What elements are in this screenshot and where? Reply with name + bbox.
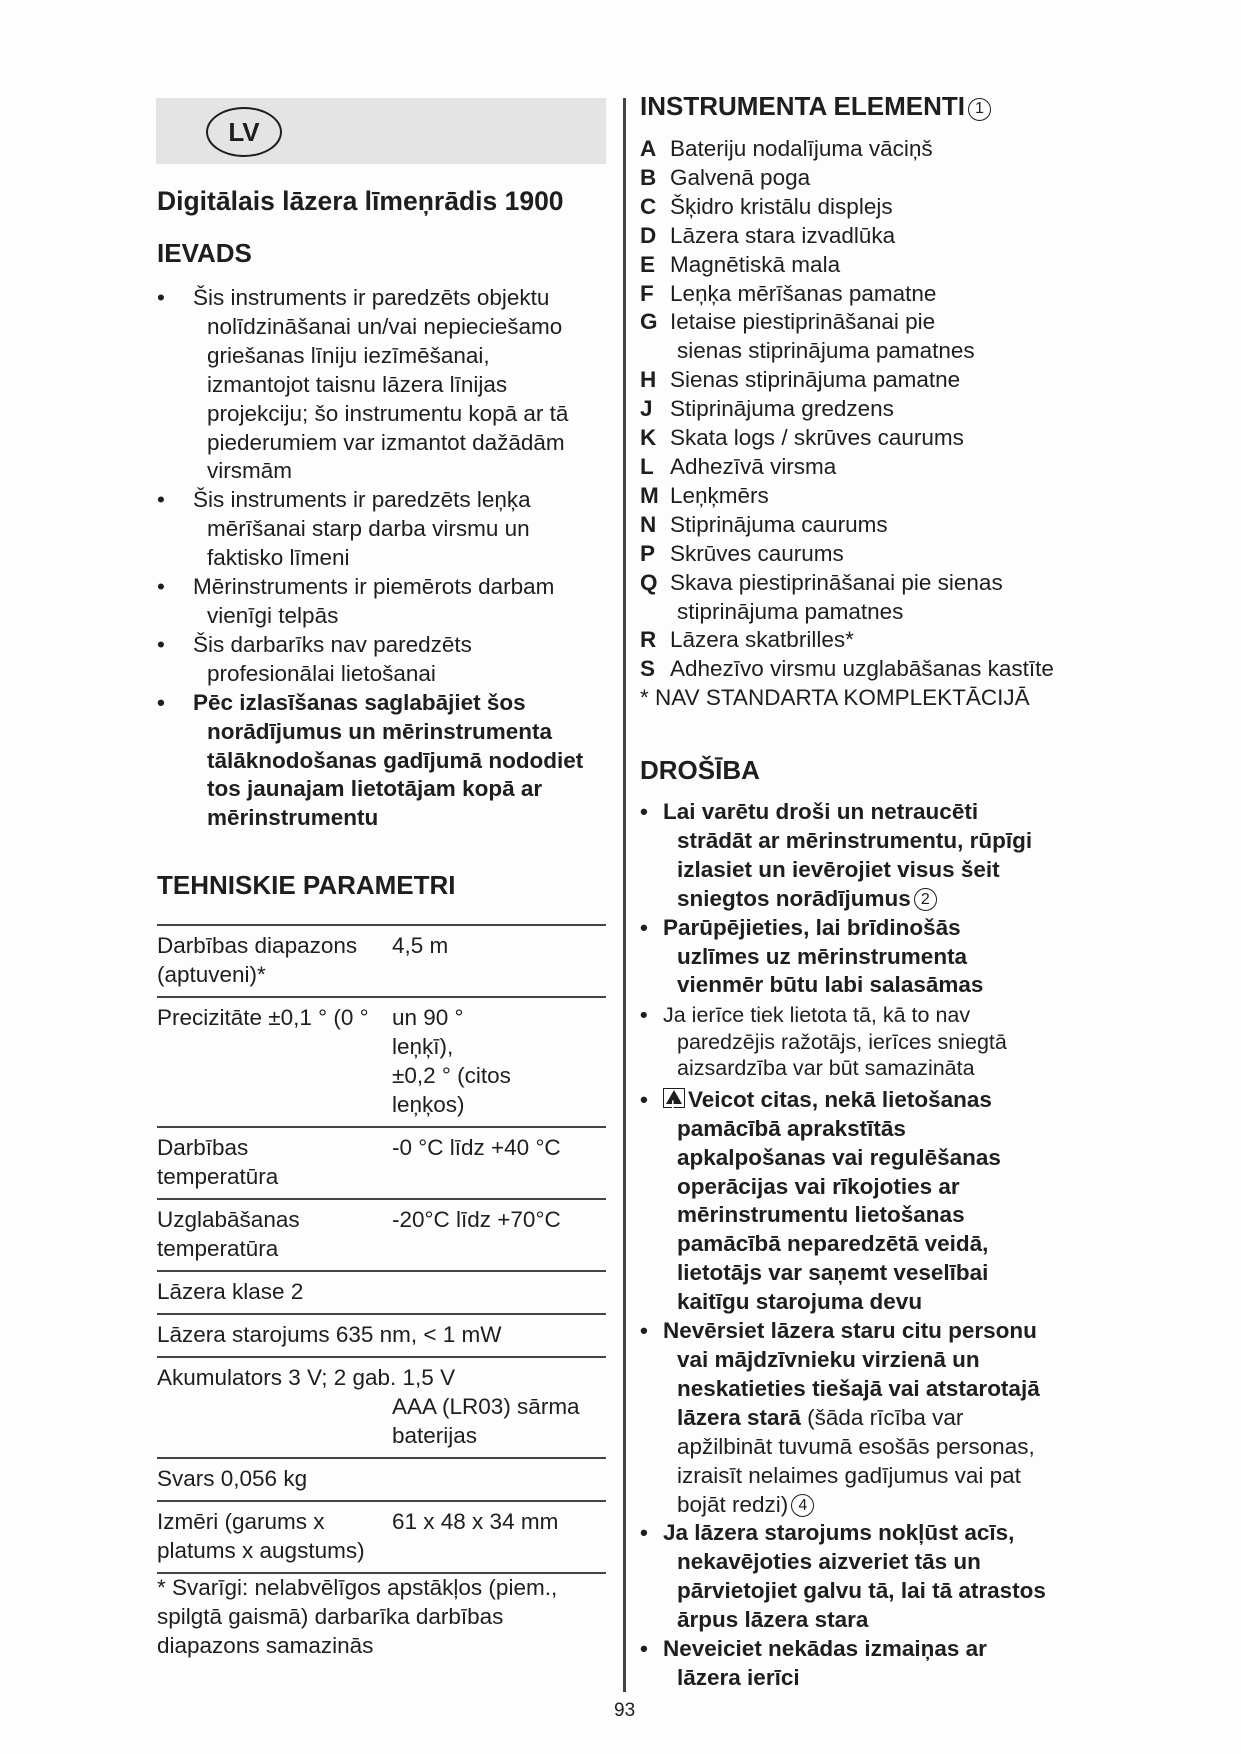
safety-bullet (640, 1002, 1120, 1082)
spec-value: baterijas (392, 1423, 478, 1448)
element-label: Skrūves caurums (670, 540, 844, 566)
bullet-line (663, 1664, 1120, 1693)
intro-bullet (157, 573, 617, 631)
spec-row (157, 1314, 606, 1357)
bold-text: apkalpošanas vai regulēšanas (677, 1144, 1001, 1170)
spec-label-cell (157, 925, 392, 997)
bold-text: kaitīgu starojuma devu (677, 1289, 923, 1315)
specs-table (157, 924, 606, 1574)
element-item (640, 280, 1110, 309)
bullet-line: Šis instruments ir paredzēts leņķa (193, 487, 531, 513)
intro-heading: IEVADS (157, 238, 252, 268)
bullet-line (663, 856, 1120, 885)
bullet-line: griešanas līniju iezīmēšanai, (207, 342, 490, 368)
element-item (640, 540, 1110, 569)
element-letter: B (640, 164, 657, 190)
bold-text: Ja lāzera starojums nokļūst acīs, (663, 1520, 1015, 1546)
bold-text: uzlīmes uz mērinstrumenta (677, 943, 968, 969)
element-letter: F (640, 280, 654, 306)
element-item (640, 626, 1110, 655)
bullet-line: mērinstrumentu (207, 805, 379, 831)
bullet-line (663, 1519, 1120, 1548)
element-letter: Q (640, 569, 658, 595)
element-letter: D (640, 222, 657, 248)
element-letter: S (640, 656, 656, 682)
safety-bullet (640, 798, 1120, 914)
element-item (640, 569, 1110, 627)
bullet-line: faktisko līmeni (207, 545, 350, 571)
bullet-line (663, 1491, 1120, 1520)
bullet-line: mērīšanai starp darba virsmu un (207, 516, 530, 542)
bold-text: vienmēr būtu labi salasāmas (677, 972, 984, 998)
bold-text: lietotājs var saņemt veselībai (677, 1260, 989, 1286)
language-banner (156, 98, 606, 164)
bullet-dot: • (640, 1636, 648, 1662)
bold-text: pamācībā aprakstītās (677, 1115, 906, 1141)
spec-row (157, 1357, 606, 1458)
bullet-dot: • (640, 1520, 648, 1546)
figure-ref-1: 1 (968, 98, 991, 121)
element-label: Lāzera stara izvadlūka (670, 222, 896, 248)
figure-ref: 2 (914, 888, 937, 911)
spec-row-cell (157, 1314, 606, 1357)
bullet-line (663, 1317, 1120, 1346)
spec-label-cell (157, 1199, 392, 1271)
spec-value: -20°C līdz +70°C (392, 1207, 561, 1232)
spec-row-cell (157, 1357, 606, 1458)
safety-bullet (640, 1519, 1120, 1635)
bullet-line (663, 798, 1120, 827)
bullet-line: vienīgi telpās (207, 602, 339, 628)
bullet-line: Pēc izlasīšanas saglabājiet šos (193, 689, 526, 715)
footnote-line: diapazons samazinās (157, 1633, 374, 1658)
normal-text: paredzējis ražotājs, ierīces sniegtā (677, 1029, 1007, 1054)
bold-text: vai mājdzīvnieku virzienā un (677, 1347, 980, 1372)
bold-text: strādāt ar mērinstrumentu, rūpīgi (677, 827, 1033, 853)
bold-text: pārvietojiet galvu tā, lai tā atrastos (677, 1578, 1046, 1604)
bullet-line (663, 1173, 1120, 1202)
bullet-line (663, 1635, 1120, 1664)
page-number: 93 (614, 1700, 636, 1721)
bullet-line (663, 1433, 1120, 1462)
spec-label: Akumulators 3 V; 2 gab. 1,5 V (157, 1365, 456, 1390)
warning-icon (663, 1088, 685, 1108)
bullet-line (663, 1055, 1120, 1082)
element-label: Skava piestiprināšanai pie sienas (670, 569, 1003, 595)
spec-label-cell (157, 1127, 392, 1199)
spec-row (157, 1199, 606, 1271)
bullet-line: tālāknodošanas gadījumā nododiet (207, 747, 584, 773)
spec-row (157, 997, 606, 1127)
element-letter: H (640, 367, 657, 393)
bold-text: Parūpējieties, lai brīdinošās (663, 914, 961, 940)
bullet-line (663, 1346, 1120, 1375)
bold-text: Veicot citas, nekā lietošanas (688, 1086, 992, 1112)
spec-row (157, 925, 606, 997)
bold-text: pamācībā neparedzētā veidā, (677, 1231, 989, 1257)
bullet-line: norādījumus un mērinstrumenta (207, 718, 553, 744)
bullet-dot: • (640, 1003, 648, 1028)
bullet-dot: • (157, 631, 165, 657)
element-letter: C (640, 193, 657, 219)
spec-label: (aptuveni)* (157, 962, 266, 987)
spec-value-cell (392, 1199, 606, 1271)
bullet-dot: • (157, 574, 165, 600)
element-item (640, 135, 1110, 164)
element-label: Šķidro kristālu displejs (670, 193, 893, 219)
bullet-line (663, 1404, 1120, 1433)
bullet-line (663, 914, 1120, 943)
spec-label-cell (157, 997, 392, 1127)
element-label: Leņķa mērīšanas pamatne (670, 280, 937, 306)
intro-bullet (157, 284, 617, 486)
spec-row (157, 1458, 606, 1501)
specs-heading: TEHNISKIE PARAMETRI (157, 870, 456, 900)
spec-label: Izmēri (garums x (157, 1509, 325, 1534)
intro-bullet (157, 631, 617, 689)
element-label: Stiprinājuma caurums (670, 511, 888, 537)
safety-bullet (640, 1086, 1120, 1317)
product-title: Digitālais lāzera līmeņrādis 1900 (157, 186, 564, 216)
spec-value-cell (392, 925, 606, 997)
element-letter: M (640, 482, 659, 508)
footnote-line: spilgtā gaismā) darbarīka darbības (157, 1604, 504, 1629)
language-badge: LV (206, 107, 282, 157)
bold-text: nekavējoties aizveriet tās un (677, 1549, 981, 1575)
element-label: Adhezīvā virsma (670, 453, 837, 479)
bullet-line (663, 1375, 1120, 1404)
spec-row (157, 1271, 606, 1314)
bold-text: Lai varētu droši un netraucēti (663, 799, 979, 824)
spec-row-cell (157, 1458, 606, 1501)
spec-value-cell (392, 1127, 606, 1199)
safety-bullet (640, 1635, 1120, 1693)
bullet-dot: • (157, 689, 165, 715)
spec-value: AAA (LR03) sārma (392, 1394, 580, 1419)
bullet-line (663, 1029, 1120, 1056)
bullet-line: virsmām (207, 458, 292, 484)
spec-label: Svars 0,056 kg (157, 1466, 308, 1491)
element-label: Adhezīvo virsmu uzglabāšanas kastīte (670, 656, 1054, 682)
bullet-line (663, 1086, 1120, 1115)
safety-bullet (640, 1317, 1120, 1519)
spec-label: Lāzera klase 2 (157, 1279, 304, 1304)
element-item (640, 251, 1110, 280)
element-item (640, 424, 1110, 453)
bold-text: neskatieties tiešajā vai atstarotajā (677, 1375, 1040, 1401)
bullet-line: piederumiem var izmantot dažādām (207, 429, 565, 455)
spec-value: -0 °C līdz +40 °C (392, 1135, 561, 1160)
bullet-dot: • (640, 1086, 648, 1112)
normal-text: izraisīt nelaimes gadījumus vai pat (677, 1462, 1021, 1488)
bullet-line: Šis instruments ir paredzēts objektu (193, 285, 550, 310)
intro-bullet (157, 486, 617, 573)
element-label: sienas stiprinājuma pamatnes (677, 338, 975, 364)
element-letter: J (640, 396, 653, 422)
column-divider (623, 98, 626, 1692)
spec-value: 61 x 48 x 34 mm (392, 1509, 559, 1534)
footnote-line: * Svarīgi: nelabvēlīgos apstākļos (piem., (157, 1575, 558, 1600)
safety-bullets (640, 798, 1120, 1693)
elements-list (640, 135, 1110, 713)
bullet-line (663, 885, 1120, 914)
element-label: Sienas stiprinājuma pamatne (670, 367, 961, 393)
spec-row (157, 1127, 606, 1199)
bold-text: izlasiet un ievērojiet visus šeit (677, 856, 1000, 882)
bullet-line (663, 1230, 1120, 1259)
bold-text: lāzera starā (677, 1404, 801, 1430)
spec-value-cell (392, 997, 606, 1127)
spec-label: temperatūra (157, 1164, 279, 1189)
bullet-line (663, 827, 1120, 856)
element-item (640, 395, 1110, 424)
element-letter: P (640, 540, 656, 566)
normal-text: Ja ierīce tiek lietota tā, kā to nav (663, 1003, 971, 1028)
element-letter: R (640, 627, 657, 653)
element-label: Stiprinājuma gredzens (670, 396, 894, 422)
bold-text: sniegtos norādījumus (677, 885, 911, 911)
element-item (640, 655, 1110, 684)
bullet-line: Mērinstruments ir piemērots darbam (193, 574, 555, 600)
bold-text: lāzera ierīci (677, 1664, 800, 1690)
spec-label-cell (157, 1501, 392, 1573)
spec-label: Precizitāte ±0,1 ° (0 ° (157, 1005, 369, 1030)
element-item (640, 308, 1110, 366)
specs-footnote (157, 1573, 557, 1660)
bullet-line (663, 1002, 1120, 1029)
bullet-line (663, 1259, 1120, 1288)
safety-heading: DROŠĪBA (640, 755, 760, 785)
element-letter: L (640, 453, 654, 479)
normal-text: apžilbināt tuvumā esošās personas, (677, 1433, 1035, 1459)
normal-text: bojāt redzi) (677, 1491, 789, 1517)
normal-text: (šāda rīcība var (800, 1404, 964, 1430)
bullet-line: profesionālai lietošanai (207, 660, 436, 686)
intro-bullet (157, 689, 617, 834)
bullet-line: nolīdzināšanai un/vai nepieciešamo (207, 313, 563, 339)
element-letter: N (640, 511, 657, 537)
bullet-dot: • (640, 914, 648, 940)
element-item (640, 366, 1110, 395)
spec-label: platums x augstums) (157, 1538, 365, 1563)
element-label: Ietaise piestiprināšanai pie (670, 309, 936, 335)
element-letter: E (640, 251, 656, 277)
bold-text: ārpus lāzera stara (677, 1607, 869, 1633)
elements-note: * NAV STANDARTA KOMPLEKTĀCIJĀ (640, 685, 1030, 711)
bullet-dot: • (640, 799, 648, 824)
spec-row-cell (157, 1271, 606, 1314)
element-label: stiprinājuma pamatnes (677, 598, 904, 624)
spec-label: Lāzera starojums 635 nm, < 1 mW (157, 1322, 502, 1347)
bold-text: operācijas vai rīkojoties ar (677, 1173, 960, 1199)
element-item (640, 193, 1110, 222)
bullet-line (663, 971, 1120, 1000)
bullet-line: izmantojot taisnu lāzera līnijas (207, 371, 508, 397)
element-letter: G (640, 309, 658, 335)
bullet-line: Šis darbarīks nav paredzēts (193, 631, 472, 657)
bullet-line (663, 1144, 1120, 1173)
spec-value-cell (392, 1501, 606, 1573)
element-item (640, 482, 1110, 511)
bold-text: mērinstrumentu lietošanas (677, 1202, 965, 1228)
safety-bullet (640, 914, 1120, 1001)
element-label: Skata logs / skrūves caurums (670, 425, 964, 451)
element-label: Magnētiskā mala (670, 251, 841, 277)
intro-bullets (157, 284, 617, 833)
spec-value: ±0,2 ° (citos (392, 1063, 511, 1088)
spec-label: Darbības (157, 1135, 249, 1160)
bullet-line (663, 943, 1120, 972)
element-item (640, 453, 1110, 482)
bullet-line (663, 1606, 1120, 1635)
bullet-dot: • (640, 1318, 648, 1344)
spec-row (157, 1501, 606, 1573)
spec-label: Uzglabāšanas (157, 1207, 300, 1232)
spec-value: leņķos) (392, 1092, 465, 1117)
spec-value: un 90 ° (392, 1005, 464, 1030)
element-label: Leņķmērs (670, 482, 769, 508)
bullet-line (663, 1288, 1120, 1317)
bullet-line (663, 1201, 1120, 1230)
bullet-line (663, 1462, 1120, 1491)
bullet-line (663, 1115, 1120, 1144)
spec-value: leņķī), (392, 1034, 454, 1059)
bullet-line (663, 1548, 1120, 1577)
element-item (640, 511, 1110, 540)
spec-value: 4,5 m (392, 933, 449, 958)
element-letter: K (640, 425, 657, 451)
bullet-line: projekciju; šo instrumentu kopā ar tā (207, 400, 569, 426)
bullet-line: tos jaunajam lietotājam kopā ar (207, 776, 543, 802)
spec-label: Darbības diapazons (157, 933, 358, 958)
elements-heading (640, 91, 991, 122)
elements-heading-text: INSTRUMENTA ELEMENTI (640, 91, 965, 121)
bullet-dot: • (157, 487, 165, 513)
element-label: Lāzera skatbrilles* (670, 627, 854, 653)
element-label: Bateriju nodalījuma vāciņš (670, 136, 933, 161)
bold-text: Neveiciet nekādas izmaiņas ar (663, 1636, 987, 1662)
element-item (640, 164, 1110, 193)
bullet-dot: • (157, 285, 165, 310)
figure-ref: 4 (791, 1494, 814, 1517)
element-label: Galvenā poga (670, 164, 811, 190)
element-letter: A (640, 136, 657, 161)
bullet-line (663, 1577, 1120, 1606)
normal-text: aizsardzība var būt samazināta (677, 1056, 975, 1081)
spec-label: temperatūra (157, 1236, 279, 1261)
bold-text: Nevērsiet lāzera staru citu personu (663, 1318, 1037, 1344)
element-item (640, 222, 1110, 251)
